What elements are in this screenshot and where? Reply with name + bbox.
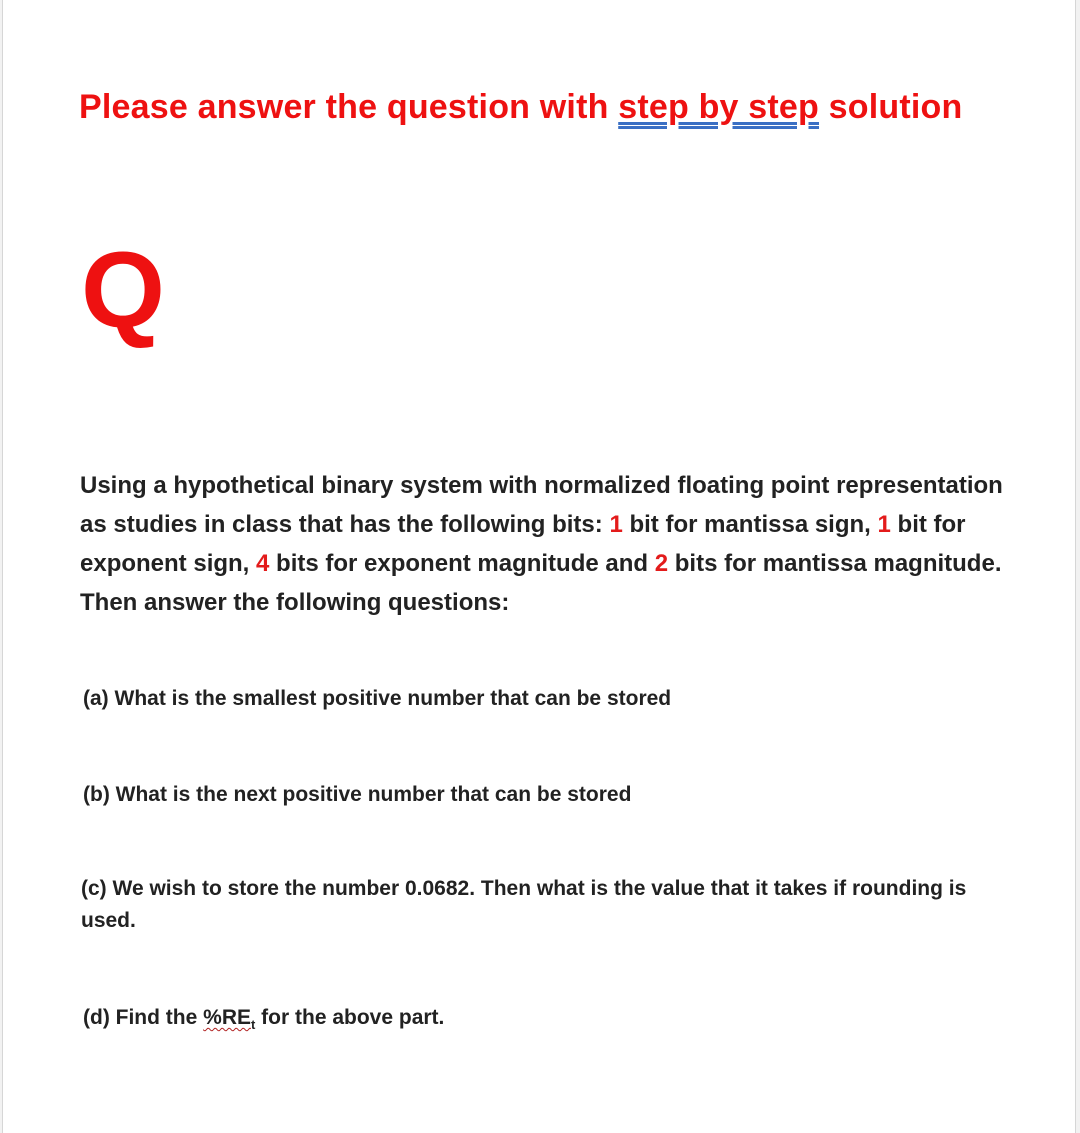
intro-text-3: bit for exponent sign,	[80, 511, 966, 577]
relative-error-subscript: t	[251, 1017, 256, 1033]
question-intro-paragraph	[80, 466, 1020, 622]
intro-text-5: bits for mantissa magnitude. Then answer the following questions:	[80, 550, 1002, 616]
question-marker: Q	[81, 229, 166, 350]
part-d-suffix: for the above part.	[255, 1006, 445, 1029]
intro-text-2: bit for mantissa sign,	[622, 511, 878, 538]
heading-underlined-phrase: step by step	[618, 88, 820, 126]
intro-text-4: bits for exponent magnitude and	[269, 550, 655, 577]
heading-prefix: Please answer the question with	[79, 88, 619, 126]
relative-error-term	[203, 1006, 256, 1033]
question-part-b: (b) What is the next positive number that can be stored	[83, 783, 632, 806]
part-d-prefix: (d) Find the	[83, 1006, 204, 1029]
heading-suffix: solution	[819, 88, 963, 126]
intro-text-1: Using a hypothetical binary system with normalized floating point representation as studies in class that has the following bits:	[80, 472, 1003, 538]
mantissa-magnitude-bits: 2	[654, 550, 669, 577]
instruction-heading	[79, 88, 962, 127]
exponent-magnitude-bits: 4	[256, 550, 270, 577]
document-page	[2, 0, 1076, 1133]
mantissa-sign-bits: 1	[609, 511, 623, 538]
relative-error-symbol: %RE	[203, 1006, 251, 1029]
question-part-c: (c) We wish to store the number 0.0682. Then what is the value that it takes if rounding is used.	[81, 877, 967, 932]
question-part-a: (a) What is the smallest positive number that can be stored	[83, 687, 672, 710]
exponent-sign-bits: 1	[877, 511, 891, 538]
question-part-d	[83, 1002, 1023, 1041]
